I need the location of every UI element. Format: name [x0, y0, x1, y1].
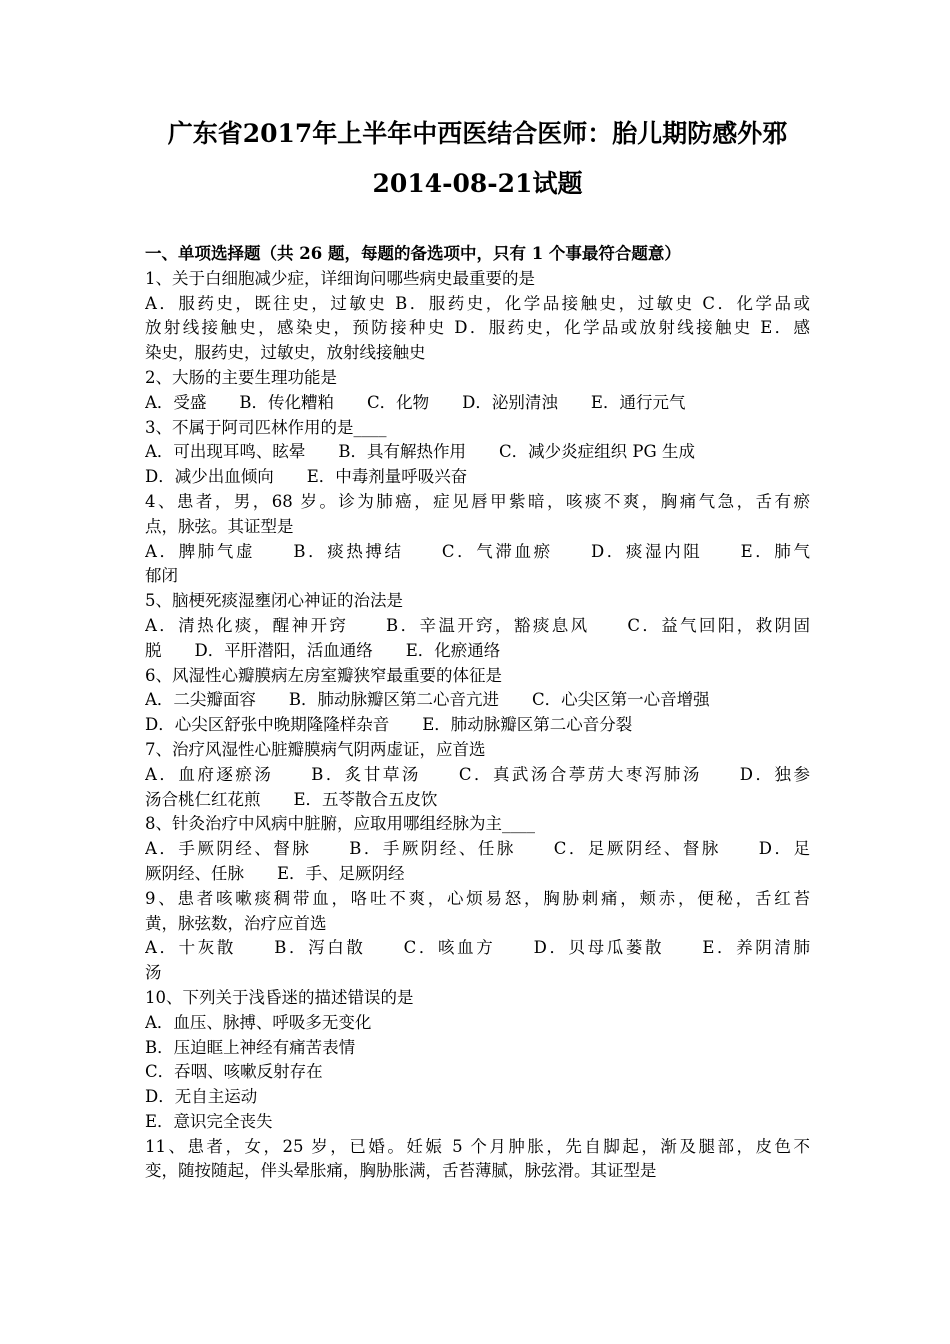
- text-line: D．心尖区舒张中晚期隆隆样杂音 E．肺动脉瓣区第二心音分裂: [145, 715, 633, 735]
- text-line: 5、脑梗死痰湿壅闭心神证的治法是: [145, 591, 403, 611]
- text-line: A．服药史，既往史，过敏史 B．服药史，化学品接触史，过敏史 C．化学品或: [145, 293, 810, 313]
- text-line: 8、针灸治疗中风病中脏腑，应取用哪组经脉为主____: [145, 814, 535, 834]
- text-line: 汤合桃仁红花煎 E．五苓散合五皮饮: [145, 789, 438, 809]
- text-line: 放射线接触史，感染史，预防接种史 D．服药史，化学品或放射线接触史 E．感: [145, 318, 810, 338]
- text-line: 10、下列关于浅昏迷的描述错误的是: [145, 987, 414, 1007]
- text-line: A．手厥阴经、督脉 B．手厥阴经、任脉 C．足厥阴经、督脉 D．足: [145, 839, 810, 859]
- text-line: A．二尖瓣面容 B．肺动脉瓣区第二心音亢进 C．心尖区第一心音增强: [145, 690, 710, 710]
- text-line: 3、不属于阿司匹林作用的是____: [145, 417, 387, 437]
- text-line: 厥阴经、任脉 E．手、足厥阴经: [145, 863, 405, 883]
- text-line: A．血压、脉搏、呼吸多无变化: [145, 1012, 372, 1032]
- text-line: 2、大肠的主要生理功能是: [145, 367, 337, 387]
- text-line: 4、患者，男，68 岁。诊为肺癌，症见唇甲紫暗，咳痰不爽，胸痛气急，舌有瘀: [145, 491, 810, 511]
- text-line: 7、治疗风湿性心脏瓣膜病气阴两虚证，应首选: [145, 739, 486, 759]
- text-line: B．压迫眶上神经有痛苦表情: [145, 1037, 356, 1057]
- text-line: 黄，脉弦数，治疗应首选: [145, 913, 327, 933]
- document-body: [145, 267, 810, 1184]
- text-line: A．清热化痰，醒神开窍 B．辛温开窍，豁痰息风 C．益气回阳，救阴固: [145, 615, 810, 635]
- text-line: D．减少出血倾向 E．中毒剂量呼吸兴奋: [145, 467, 468, 487]
- text-line: 汤: [145, 963, 162, 983]
- text-line: 1、关于白细胞减少症，详细询问哪些病史最重要的是: [145, 268, 535, 288]
- text-line: A．十灰散 B．泻白散 C．咳血方 D．贝母瓜蒌散 E．养阴清肺: [145, 938, 810, 958]
- text-line: 点，脉弦。其证型是: [145, 516, 294, 536]
- text-line: 脱 D．平肝潜阳，活血通络 E．化瘀通络: [145, 640, 501, 660]
- text-line: 郁闭: [145, 566, 178, 586]
- text-line: 变，随按随起，伴头晕胀痛，胸胁胀满，舌苔薄腻，脉弦滑。其证型是: [145, 1161, 657, 1181]
- text-line: C．吞咽、咳嗽反射存在: [145, 1062, 323, 1082]
- text-line: 9、患者咳嗽痰稠带血，咯吐不爽，心烦易怒，胸胁刺痛，颊赤，便秘，舌红苔: [145, 888, 810, 908]
- document-title-line-1: 广东省2017年上半年中西医结合医师：胎儿期防感外邪: [167, 119, 788, 148]
- text-line: 6、风湿性心瓣膜病左房室瓣狭窄最重要的体征是: [145, 665, 502, 685]
- text-line: A．脾肺气虚 B．痰热搏结 C．气滞血瘀 D．痰湿内阻 E．肺气: [145, 541, 810, 561]
- text-line: E．意识完全丧失: [145, 1111, 273, 1131]
- text-line: 染史，服药史，过敏史，放射线接触史: [145, 343, 426, 363]
- text-line: D．无自主运动: [145, 1087, 258, 1107]
- document-title-line-2: 2014-08-21试题: [372, 169, 583, 198]
- text-line: A．血府逐瘀汤 B．炙甘草汤 C．真武汤合葶苈大枣泻肺汤 D．独参: [145, 764, 810, 784]
- section-heading: 一、单项选择题（共 26 题，每题的备选项中，只有 1 个事最符合题意）: [145, 244, 681, 263]
- text-line: A．可出现耳鸣、眩晕 B．具有解热作用 C．减少炎症组织 PG 生成: [145, 442, 695, 462]
- text-line: 11、患者，女，25 岁，已婚。妊娠 5 个月肿胀，先自脚起，渐及腿部，皮色不: [145, 1136, 810, 1156]
- text-line: A．受盛 B．传化糟粕 C．化物 D．泌别清浊 E．通行元气: [145, 392, 686, 412]
- document-page: [145, 112, 810, 1184]
